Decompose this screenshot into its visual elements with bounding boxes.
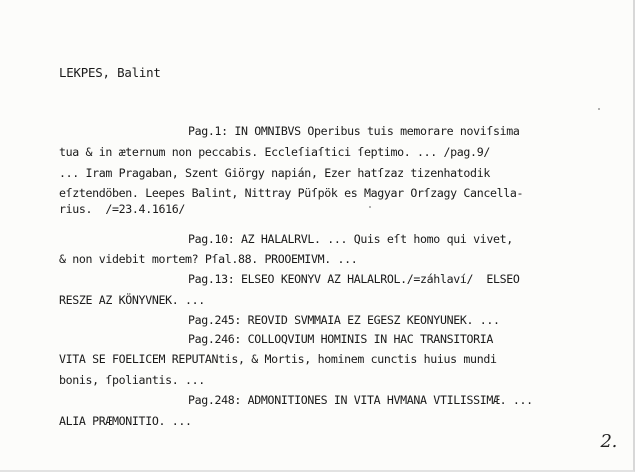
text-line: bonis, ſpoliantis. ... bbox=[59, 373, 205, 387]
card-heading: LEKPES, Balint bbox=[59, 65, 161, 80]
text-line: Pag.246: COLLOQVIUM HOMINIS IN HAC TRANSITORIA bbox=[188, 332, 493, 346]
text-line: rius. /=23.4.1616/ bbox=[59, 202, 185, 216]
page-number: 2. bbox=[600, 431, 617, 452]
text-line: Pag.248: ADMONITIONES IN VITA HVMANA VTILISSIMÆ. ... bbox=[188, 393, 533, 407]
text-line: Pag.10: AZ HALALRVL. ... Quis eſt homo qui vivet, bbox=[188, 232, 513, 246]
speck bbox=[598, 108, 600, 110]
text-line: & non videbit mortem? Pſal.88. PROOEMIVM. ... bbox=[59, 252, 358, 266]
text-line: tua & in æternum non peccabis. Eccleſiaſtici ſeptimo. ... /pag.9/ bbox=[59, 145, 490, 159]
text-line: eſztendöben. Leepes Balint, Nittray Püſpök es Magyar Orſzagy Cancella- bbox=[59, 186, 524, 200]
text-line: Pag.245: REOVID SVMMAIA EZ EGESZ KEONYUNEK. ... bbox=[188, 313, 500, 327]
text-line: Pag.1: IN OMNIBVS Operibus tuis memorare noviſsima bbox=[188, 124, 520, 138]
text-line: ... Iram Pragaban, Szent Giörgy napián, Ezer hatſzaz tizenhatodik bbox=[59, 166, 490, 180]
text-line: RESZE AZ KÖNYVNEK. ... bbox=[59, 293, 205, 307]
text-line: Pag.13: ELSEO KEONYV AZ HALALROL./=záhlaví/ ELSEO bbox=[188, 272, 520, 286]
text-line: ALIA PRÆMONITIO. ... bbox=[59, 414, 192, 428]
text-line: VITA SE FOELICEM REPUTANtis, & Mortis, hominem cunctis huius mundi bbox=[59, 352, 497, 366]
speck bbox=[369, 206, 371, 208]
